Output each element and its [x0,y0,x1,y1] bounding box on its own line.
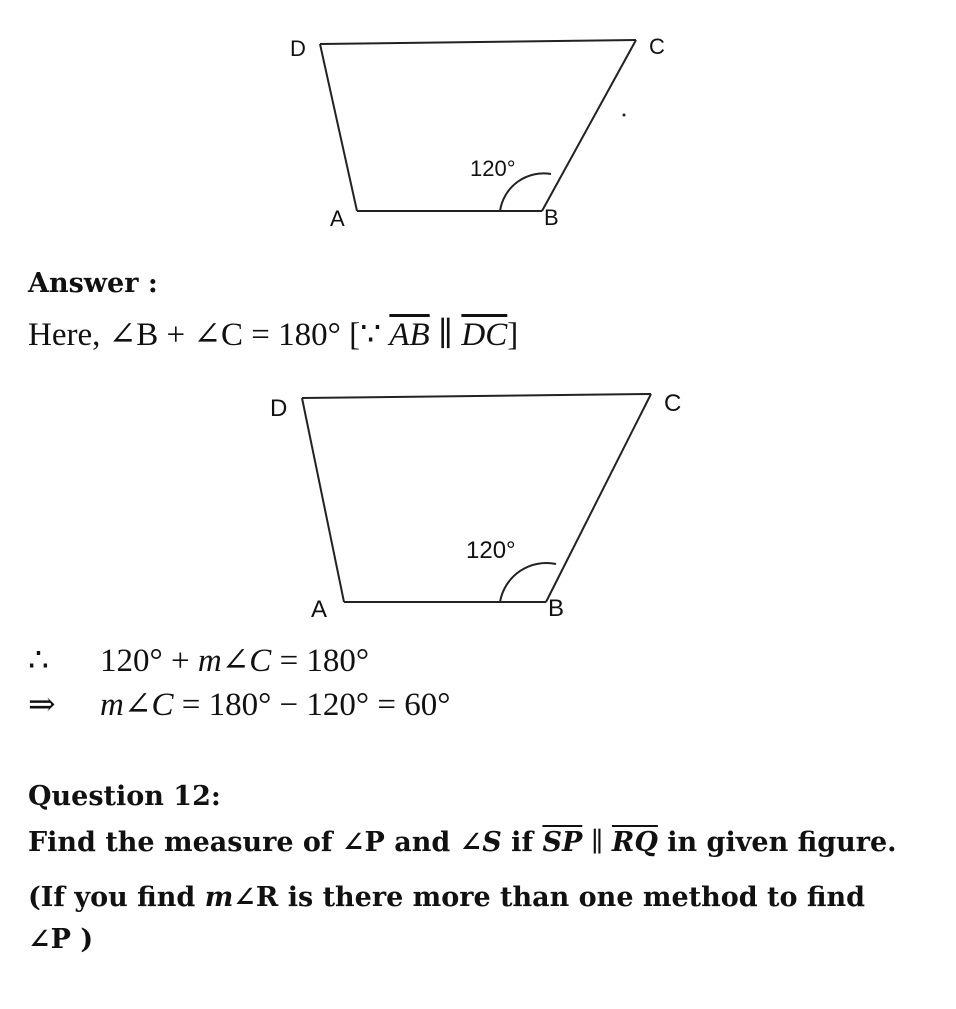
trapezium-outline-2 [302,394,651,602]
trapezium-figure-2 [0,380,956,630]
step-1-var: m∠C [197,643,272,679]
q1-part-a: Find the measure of ∠P and [28,827,460,858]
question-line-3: ∠P ) [28,924,94,955]
q1-angle-S: ∠S [459,827,502,858]
stray-dot [623,114,626,117]
answer-prefix: Here, ∠B + ∠C = 180° [∵ [28,317,390,353]
question-line-2 [28,882,865,913]
angle-label-120: 120° [466,537,516,564]
step-line-1 [100,640,369,680]
answer-suffix: ] [507,317,519,353]
answer-heading: Answer : [28,268,158,299]
segment-RQ: $\overline{RQ}$ [611,827,658,858]
segment-SP: $\overline{SP}$ [542,827,583,858]
question-title: Question 12: [28,781,221,812]
segment-AB: $\overline{AB}$ [389,317,430,353]
vertex-label-C: C [664,390,682,417]
question-line-1 [28,827,897,858]
step-symbol-implies: ⇒ [28,687,56,723]
segment-DC: $\overline{DC}$ [461,317,508,353]
trapezium-outline-1 [320,40,636,211]
parallel-symbol: ∥ [429,317,462,353]
trapezium-figure-1 [0,0,956,250]
step-line-2 [100,684,450,724]
answer-line-1 [28,314,518,354]
q1-part-d: in given figure. [657,827,897,858]
vertex-label-D: D [270,395,288,422]
q2-part-a: (If you find [28,882,205,913]
step-1-pre: 120° + [100,643,198,679]
parallel-symbol: ∥ [582,827,612,858]
vertex-label-A: A [330,206,345,231]
step-1-post: = 180° [271,643,370,679]
step-symbol-therefore: ∴ [28,643,49,679]
step-2-var: m∠C [100,687,174,723]
angle-label-120: 120° [470,156,516,181]
vertex-label-D: D [290,36,306,61]
q1-part-c: if [501,827,543,858]
q2-part-b: ∠R is there more than one method to find [233,882,866,913]
vertex-label-C: C [649,34,665,59]
vertex-label-A: A [311,596,328,623]
vertex-label-B: B [548,595,565,622]
q2-var-m: m [204,882,234,913]
step-2-post: = 180° − 120° = 60° [173,687,451,723]
vertex-label-B: B [544,205,559,230]
